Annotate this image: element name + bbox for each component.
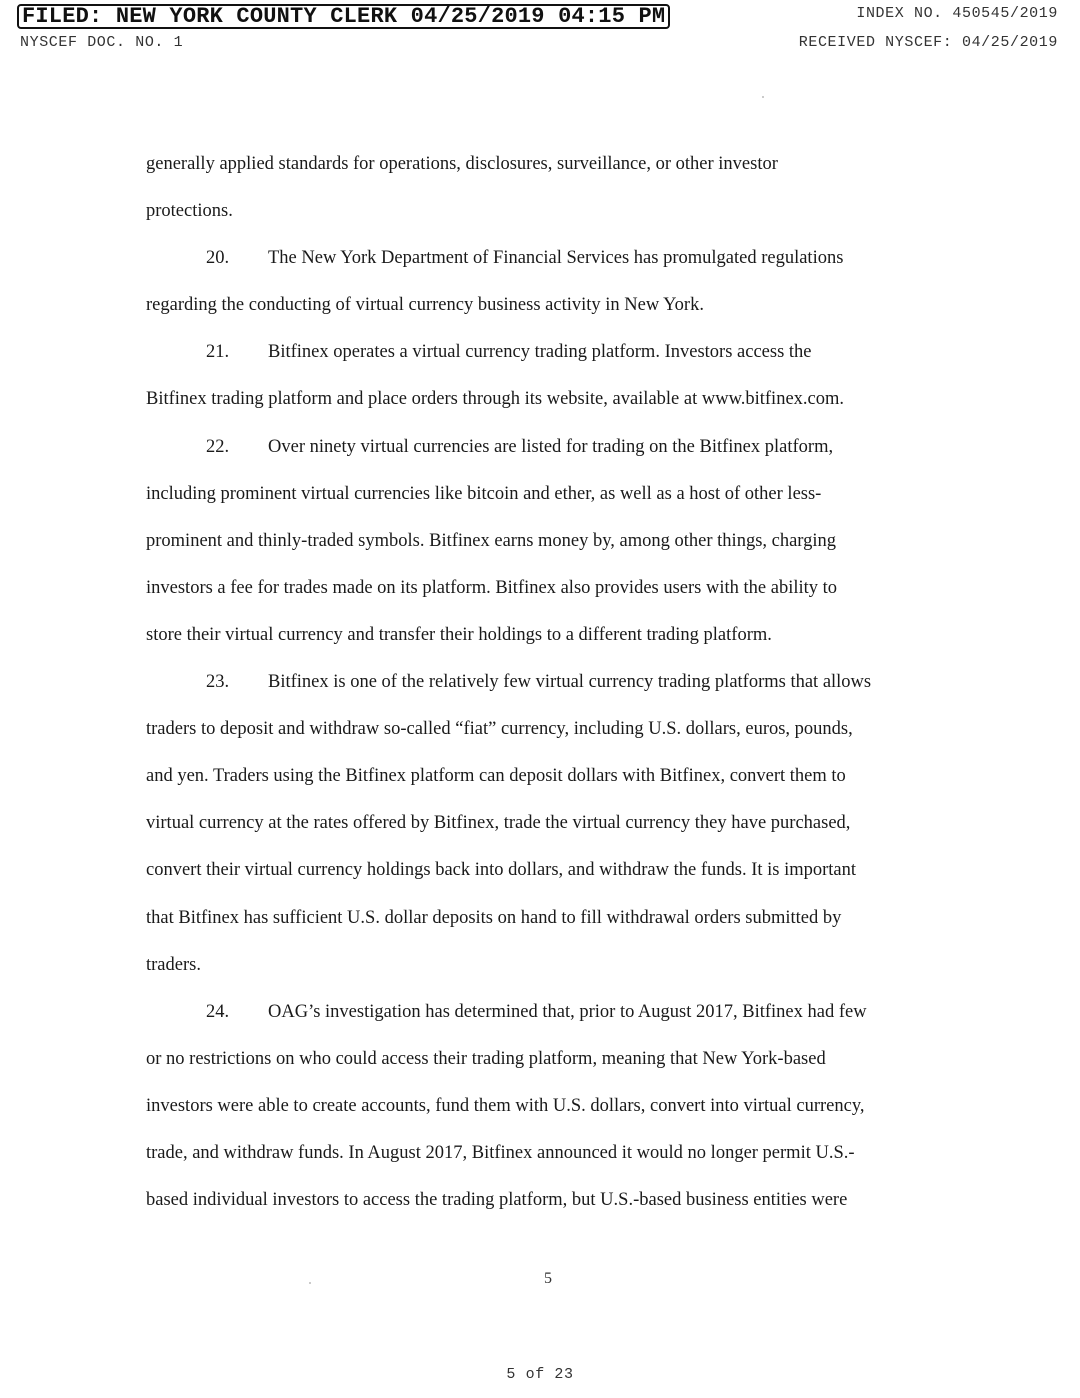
body-line: Bitfinex trading platform and place orders through its website, available at www.bitfinex.com.	[146, 389, 845, 410]
paragraph-number: 24.	[206, 1001, 230, 1022]
received-date: RECEIVED NYSCEF: 04/25/2019	[798, 34, 1058, 51]
paragraph-number: 21.	[206, 342, 230, 363]
nyscef-doc-number: NYSCEF DOC. NO. 1	[20, 34, 184, 51]
body-line: or no restrictions on who could access their trading platform, meaning that New York-based	[146, 1048, 826, 1069]
paragraph-number: 22.	[206, 436, 230, 457]
body-line: prominent and thinly-traded symbols. Bitfinex earns money by, among other things, charging	[146, 530, 837, 551]
body-line: generally applied standards for operations, disclosures, surveillance, or other investor	[146, 154, 778, 174]
paragraph-21-start	[146, 329, 938, 376]
body-line: investors were able to create accounts, fund them with U.S. dollars, convert into virtual currency,	[146, 1095, 865, 1116]
paragraph-number: 20.	[206, 248, 230, 269]
paragraph-number: 23.	[206, 672, 230, 693]
page-count: 5 of 23	[506, 1366, 574, 1383]
paragraph-first-line: Over ninety virtual currencies are listed for trading on the Bitfinex platform,	[268, 436, 834, 457]
filed-stamp: FILED: NEW YORK COUNTY CLERK 04/25/2019 04:15 PM	[17, 4, 670, 29]
scan-speck	[762, 96, 764, 98]
paragraph-first-line: Bitfinex operates a virtual currency trading platform. Investors access the	[268, 342, 812, 363]
body-line: investors a fee for trades made on its platform. Bitfinex also provides users with the ability to	[146, 577, 838, 598]
body-line: protections.	[146, 201, 233, 222]
body-line: traders to deposit and withdraw so-called “fiat” currency, including U.S. dollars, euros, pounds,	[146, 719, 853, 740]
paragraph-23-start	[146, 659, 938, 706]
document-body	[146, 141, 938, 1224]
index-number: INDEX NO. 450545/2019	[856, 5, 1058, 22]
paragraph-20-start	[146, 235, 938, 282]
body-line: and yen. Traders using the Bitfinex platform can deposit dollars with Bitfinex, convert them to	[146, 766, 846, 787]
body-line: regarding the conducting of virtual currency business activity in New York.	[146, 295, 704, 316]
body-line: store their virtual currency and transfer their holdings to a different trading platform.	[146, 624, 772, 645]
paragraph-22-start	[146, 424, 938, 471]
body-line: convert their virtual currency holdings back into dollars, and withdraw the funds. It is important	[146, 860, 857, 881]
paragraph-24-start	[146, 989, 938, 1036]
body-line: that Bitfinex has sufficient U.S. dollar deposits on hand to fill withdrawal orders submitted by	[146, 907, 842, 928]
body-line: based individual investors to access the trading platform, but U.S.-based business entities were	[146, 1190, 848, 1211]
body-line: traders.	[146, 954, 201, 975]
body-line: virtual currency at the rates offered by Bitfinex, trade the virtual currency they have purchased,	[146, 813, 851, 834]
paragraph-first-line: Bitfinex is one of the relatively few virtual currency trading platforms that allows	[268, 672, 872, 693]
paragraph-first-line: The New York Department of Financial Services has promulgated regulations	[268, 248, 844, 269]
page-number: 5	[544, 1270, 552, 1287]
body-line: including prominent virtual currencies like bitcoin and ether, as well as a host of other less-	[146, 483, 822, 504]
paragraph-first-line: OAG’s investigation has determined that, prior to August 2017, Bitfinex had few	[268, 1001, 867, 1022]
body-line: trade, and withdraw funds. In August 2017, Bitfinex announced it would no longer permit U.S.-	[146, 1142, 855, 1163]
